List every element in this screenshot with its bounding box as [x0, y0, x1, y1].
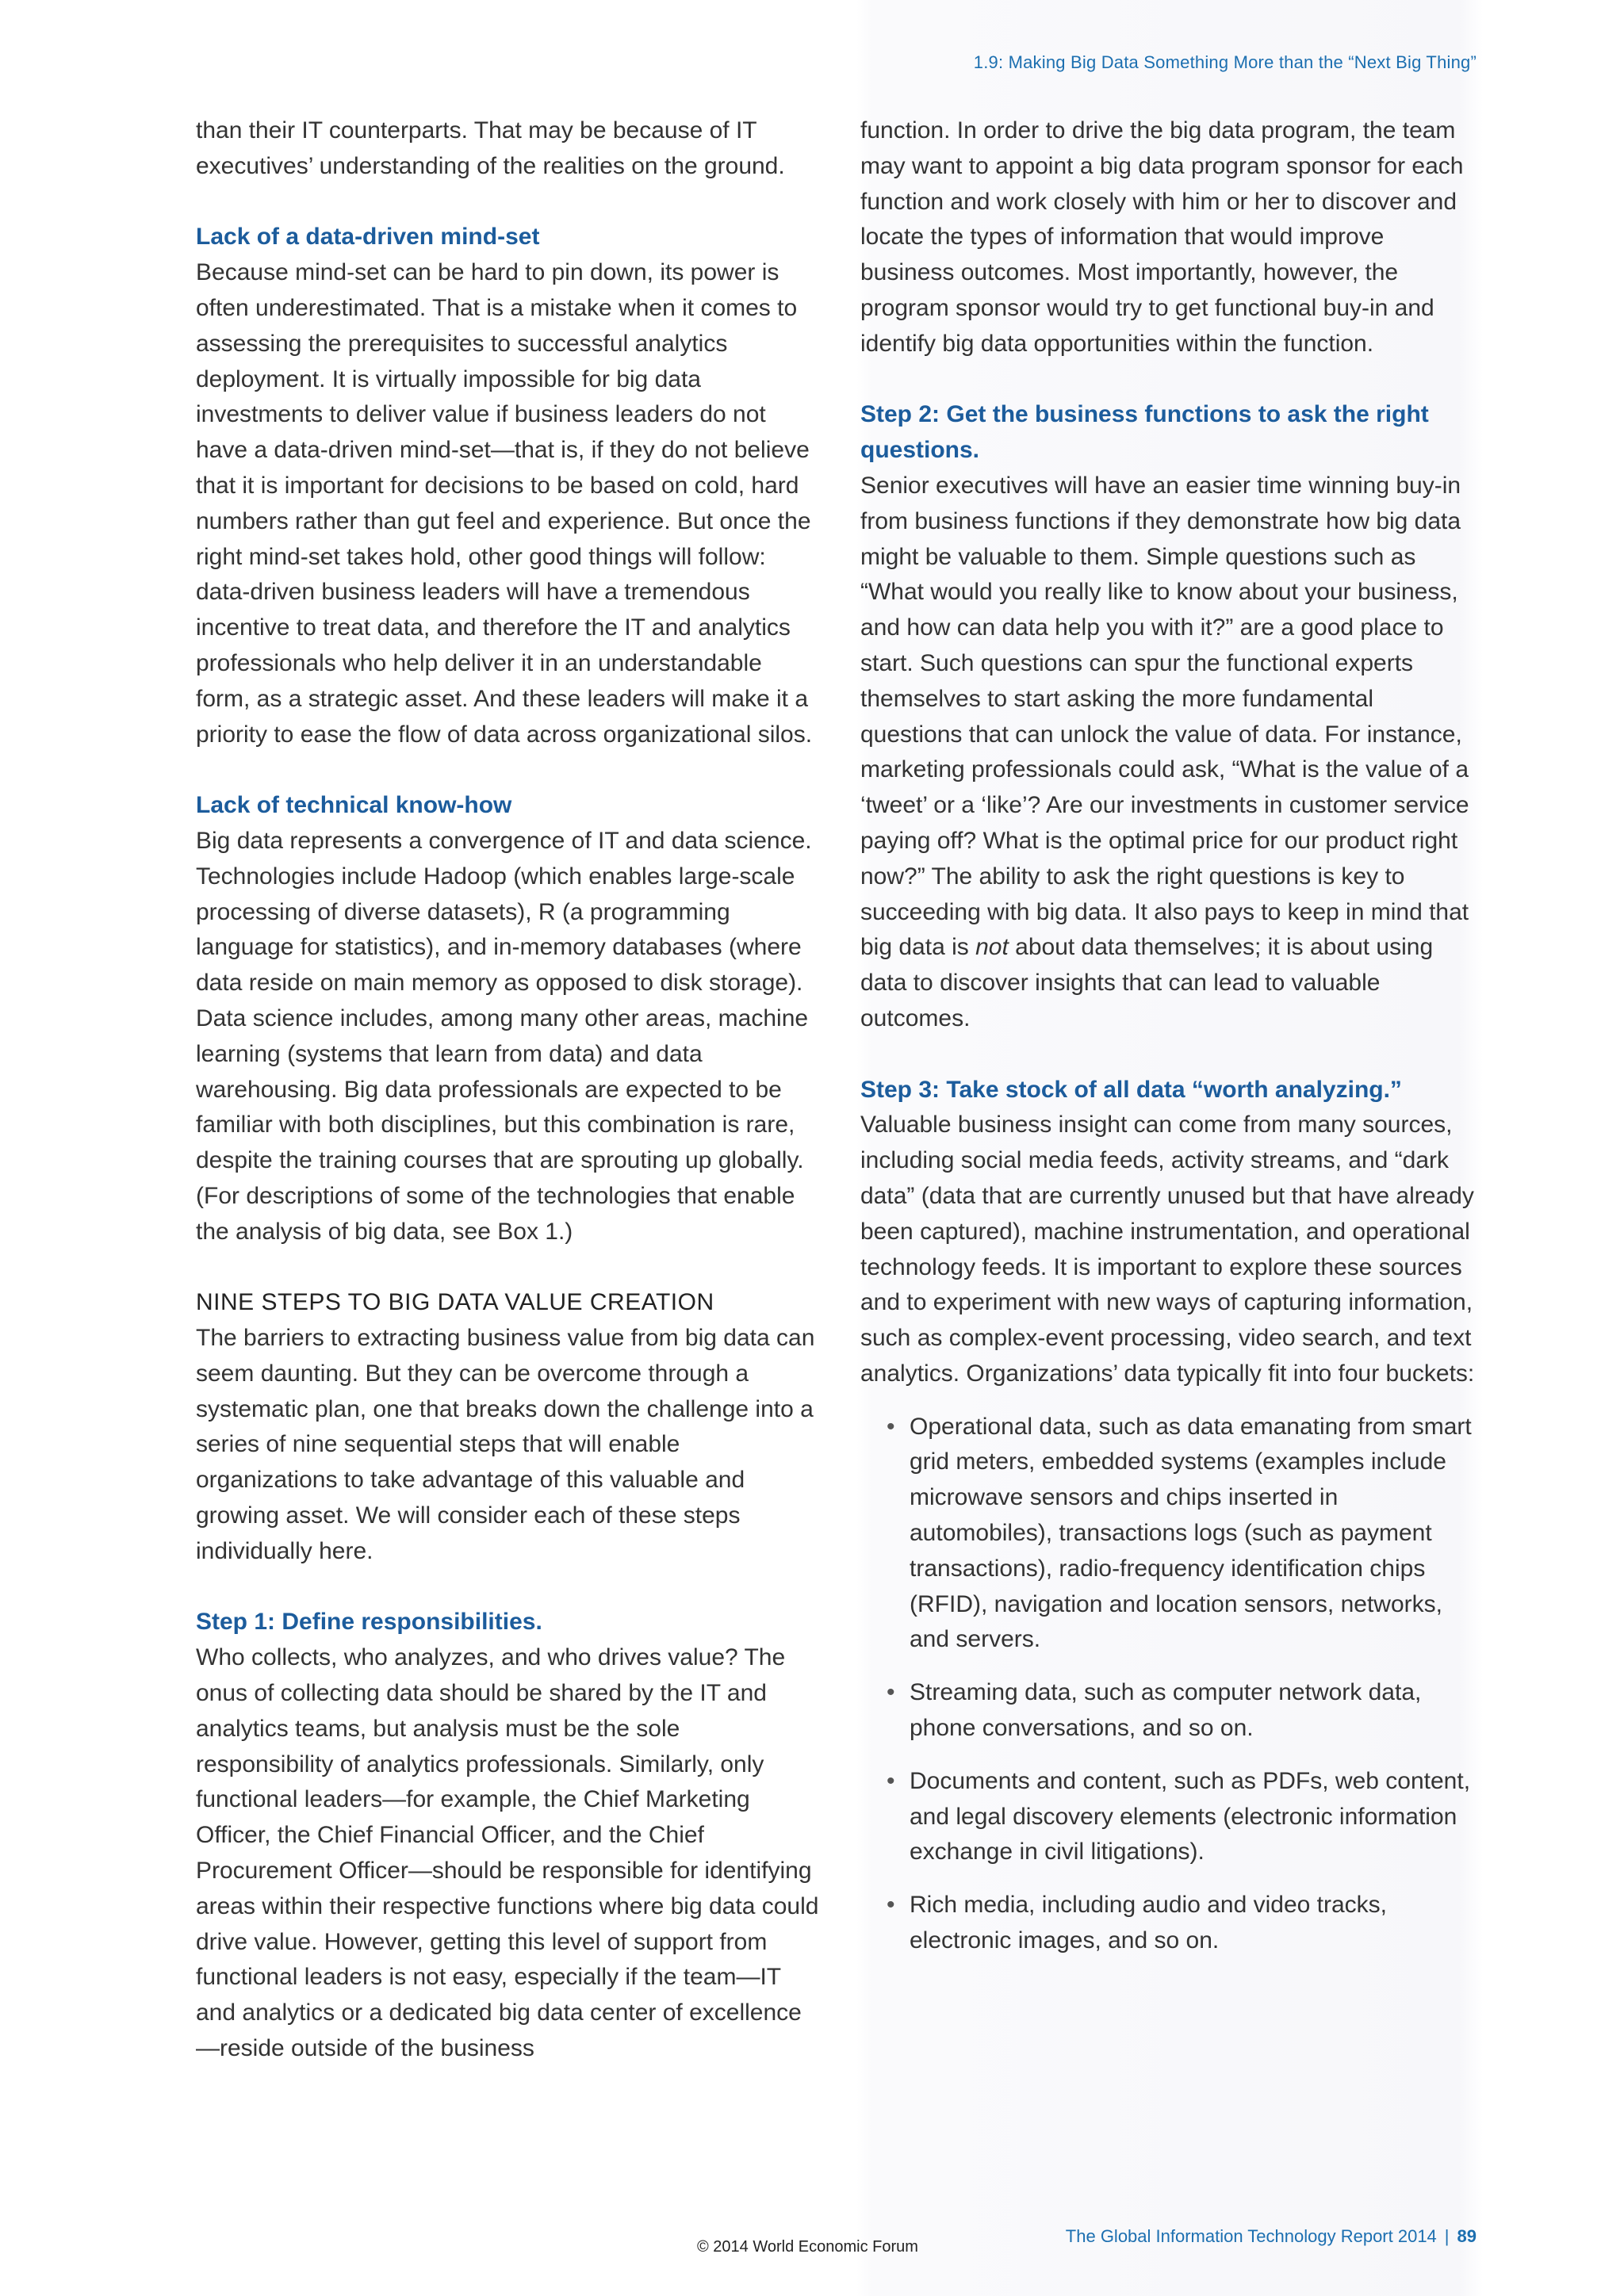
list-item-text: Streaming data, such as computer network data, phone conversations, and so on. [910, 1679, 1422, 1742]
list-item [860, 1764, 1479, 1870]
footer-copyright: © 2014 World Economic Forum [697, 2238, 918, 2256]
page-number: 89 [1457, 2226, 1477, 2246]
step2-text-part2: about data themselves; it is about using data to discover insights that can lead to valuable outcomes. [860, 934, 1434, 1031]
spacer [196, 1570, 822, 1605]
bullet-icon: • [887, 1679, 895, 1706]
right-column [860, 113, 1479, 1976]
paragraph-know-how: Big data represents a convergence of IT and data science. Technologies include Hadoop (which enables large-scale processing of diverse datasets), R (a programming language for statistics), and in-memory databases (where data reside on main memory as opposed to disk storage). Data science includes, among many other areas, machine learning (systems that learn from data) and data warehousing. Big data professionals are expected to be familiar with both disciplines, but this combination is rare, despite the training courses that are sprouting up globally. (For descriptions of some of the technologies that enable the analysis of big data, see Box 1.) [196, 827, 812, 1245]
step2-italic-not: not [975, 934, 1009, 961]
spacer [860, 362, 1479, 398]
list-item-text: Documents and content, such as PDFs, web content, and legal discovery elements (electronic information exchange in civil litigations). [910, 1767, 1471, 1866]
paragraph-nine-steps: The barriers to extracting business value from big data can seem daunting. But they can be overcome through a systematic plan, one that breaks down the challenge into a series of nine sequential steps that will enable organizations to take advantage of this valuable and growing asset. We will consider each of these steps individually here. [196, 1325, 815, 1564]
step3-paragraph: Valuable business insight can come from many sources, including social media feeds, activity streams, and “dark data” (data that are currently unused but that have already been captured), machine instrumentation, and operational technology feeds. It is important to explore these sources and to experiment with new ways of capturing information, such as complex-event processing, video search, and text analytics. Organizations’ data typically fit into four buckets: [860, 1112, 1475, 1387]
spacer [196, 185, 822, 220]
list-item-text: Operational data, such as data emanating from smart grid meters, embedded systems (examples include microwave sensors and chips inserted in automobiles), transactions logs (such as payment transactions), radio-frequency identification chips (RFID), navigation and location sensors, networks, and servers. [910, 1413, 1472, 1653]
spacer [860, 1037, 1479, 1073]
left-column [196, 113, 822, 2067]
step2-paragraph [860, 469, 1479, 1037]
step3-heading: Step 3: Take stock of all data “worth analyzing.” [860, 1076, 1402, 1103]
step2-text-part1: Senior executives will have an easier time winning buy-in from business functions if they demonstrate how big data might be valuable to them. Simple questions such as “What would you really like to know about your business, and how can data help you with it?” are a good place to start. Such questions can spur the functional experts themselves to start asking the more fundamental questions that can unlock the value of data. For instance, marketing professionals could ask, “What is the value of a ‘tweet’ or a ‘like’? Are our investments in customer service paying off? What is the optimal price for our product right now?” The ability to ask the right questions is key to succeeding with big data. It also pays to keep in mind that big data is [860, 472, 1469, 961]
bullet-icon: • [887, 1892, 895, 1919]
list-item-text: Rich media, including audio and video tracks, electronic images, and so on. [910, 1892, 1388, 1954]
section-heading-know-how: Lack of technical know-how [196, 792, 512, 819]
step1-paragraph: Who collects, who analyzes, and who drives value? The onus of collecting data should be shared by the IT and analytics teams, but analysis must be the sole responsibility of analytics professionals. Similarly, only functional leaders—for example, the Chief Marketing Officer, the Chief Financial Officer, and the Chief Procurement Officer—should be responsible for identifying areas within their respective functions where big data could drive value. However, getting this level of support from functional leaders is not easy, especially if the team—IT and analytics or a dedicated big data center of excellence—reside outside of the business [196, 1644, 819, 2062]
section-heading-nine-steps: NINE STEPS TO BIG DATA VALUE CREATION [196, 1289, 714, 1316]
list-item [860, 1410, 1479, 1659]
spacer [196, 1250, 822, 1286]
data-buckets-list [860, 1410, 1479, 1959]
bullet-icon: • [887, 1767, 895, 1794]
list-item [860, 1888, 1479, 1959]
continuation-paragraph: function. In order to drive the big data program, the team may want to appoint a big data program sponsor for each function and work closely with him or her to discover and locate the types of information that would improve business outcomes. Most importantly, however, the program sponsor would try to get functional buy-in and identify big data opportunities within the function. [860, 117, 1464, 357]
step2-heading: Step 2: Get the business functions to ask the right questions. [860, 401, 1429, 464]
spacer [196, 752, 822, 788]
section-heading-mindset: Lack of a data-driven mind-set [196, 224, 540, 251]
intro-paragraph: than their IT counterparts. That may be because of IT executives’ understanding of the realities on the ground. [196, 117, 785, 179]
step1-heading: Step 1: Define responsibilities. [196, 1609, 542, 1636]
footer-report-info [1066, 2226, 1477, 2247]
running-header: 1.9: Making Big Data Something More than the “Next Big Thing” [973, 52, 1477, 72]
report-title: The Global Information Technology Report 2014 [1065, 2226, 1437, 2246]
footer-separator: | [1444, 2226, 1450, 2246]
paragraph-mindset: Because mind-set can be hard to pin down, its power is often underestimated. That is a mistake when it comes to assessing the prerequisites to successful analytics deployment. It is virtually impossible for big data investments to deliver value if business leaders do not have a data-driven mind-set—that is, if they do not believe that it is important for decisions to be based on cold, hard numbers rather than gut feel and experience. But once the right mind-set takes hold, other good things will follow: data-driven business leaders will have a tremendous incentive to treat data, and therefore the IT and analytics professionals who help deliver it in an understandable form, as a strategic asset. And these leaders will make it a priority to ease the flow of data across organizational silos. [196, 259, 813, 748]
list-item [860, 1675, 1479, 1747]
bullet-icon: • [887, 1413, 895, 1440]
